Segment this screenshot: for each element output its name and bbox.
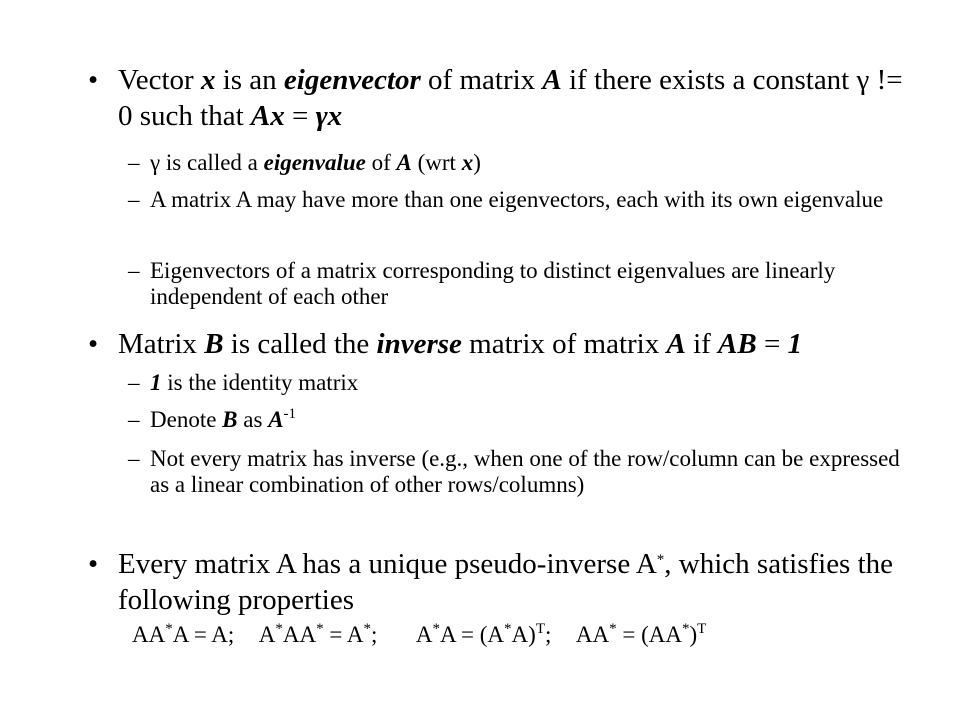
superscript-star: * (609, 621, 617, 637)
text-run: ) (473, 150, 481, 175)
sub-bullet-denote (128, 407, 918, 433)
text-run: as (237, 407, 269, 432)
bullet-text (118, 326, 918, 362)
expr-AB: AB (718, 328, 757, 360)
text-run: Denote (150, 407, 223, 432)
sub-bullet-text: Not every matrix has inverse (e.g., when one of the row/column can be expressed as a linear combination of other rows/columns) (150, 446, 900, 497)
sub-bullet-linear-independence (128, 258, 918, 310)
superscript-transpose: T (697, 621, 707, 637)
term-eigenvalue: eigenvalue (263, 150, 366, 175)
identity-one: 1 (150, 370, 162, 395)
superscript-star: * (504, 621, 512, 637)
term-eigenvector: eigenvector (283, 64, 421, 96)
var-x: x (200, 64, 216, 96)
text-run: = (284, 100, 316, 132)
expr-Ax: Ax (250, 100, 285, 132)
bullet-marker: • (88, 548, 99, 580)
sub-bullet-text (150, 150, 918, 176)
dash-marker: – (128, 258, 140, 283)
text-run: != 0 such that (118, 64, 903, 132)
text-run: A = (A (439, 622, 505, 647)
text-run: Matrix (118, 328, 205, 360)
text-run: Every matrix A has a unique pseudo-inverse A (118, 548, 657, 580)
bullet-marker: • (88, 328, 99, 360)
text-run: AA (575, 622, 610, 647)
property-3 (416, 622, 552, 647)
text-run: ) (689, 622, 698, 647)
var-A: A (268, 407, 284, 432)
text-run: if there exists a constant (561, 64, 857, 96)
text-run: AA (282, 622, 317, 647)
superscript-star: * (656, 552, 665, 568)
sub-bullet-text (150, 370, 918, 396)
symbol-gamma: γ (150, 150, 161, 175)
dash-marker: – (128, 370, 140, 395)
text-run: is the identity matrix (161, 370, 359, 395)
bullet-text (118, 546, 918, 618)
text-run: if (685, 328, 719, 360)
sub-bullet-no-inverse (128, 446, 918, 498)
superscript-inverse: -1 (283, 406, 297, 422)
pseudo-inverse-properties (132, 620, 706, 650)
text-run: of matrix (420, 64, 543, 96)
text-run: ; (544, 622, 552, 647)
superscript-transpose: T (535, 621, 545, 637)
var-A: A (396, 150, 412, 175)
superscript-star: * (275, 621, 283, 637)
text-run: is an (215, 64, 284, 96)
sub-bullet-text (150, 407, 918, 433)
text-run: ; (370, 622, 378, 647)
sub-bullet-text: Eigenvectors of a matrix corresponding to distinct eigenvalues are linearly independent of each other (150, 258, 836, 309)
dash-marker: – (128, 446, 140, 471)
property-1 (132, 622, 234, 647)
superscript-star: * (681, 621, 690, 637)
text-run: AA (132, 622, 166, 647)
sub-bullet-eigenvalue (128, 150, 918, 176)
text-run: A (415, 622, 433, 647)
sub-bullet-identity (128, 370, 918, 396)
text-run: A (258, 622, 276, 647)
text-run: = (756, 328, 788, 360)
superscript-star: * (432, 621, 440, 637)
var-A: A (542, 64, 562, 96)
bullet-text (118, 62, 918, 134)
text-run: = A (323, 622, 364, 647)
dash-marker: – (128, 407, 140, 432)
text-run: , which satisfies the following properties (118, 548, 894, 616)
dash-marker: – (128, 150, 140, 175)
var-B: B (204, 328, 224, 360)
text-run: A = A; (172, 622, 235, 647)
expr-gamma-x: γx (315, 100, 343, 132)
text-run: Vector (118, 64, 201, 96)
symbol-gamma: γ (856, 64, 870, 96)
sub-bullet-text: A matrix A may have more than one eigenvectors, each with its own eigenvalue (150, 187, 884, 212)
text-run: (wrt (411, 150, 462, 175)
bullet-inverse (88, 326, 918, 362)
identity-one: 1 (787, 328, 803, 360)
text-run: is called the (223, 328, 377, 360)
superscript-star: * (363, 621, 371, 637)
sub-bullet-multiple-eigenvectors (128, 187, 918, 213)
var-A: A (666, 328, 686, 360)
text-run: A) (511, 622, 536, 647)
property-4 (576, 622, 706, 647)
text-run: = (AA (616, 622, 682, 647)
term-inverse: inverse (376, 328, 462, 360)
property-2 (259, 622, 378, 647)
var-x: x (461, 150, 474, 175)
text-run: matrix of matrix (461, 328, 667, 360)
superscript-star: * (316, 621, 324, 637)
dash-marker: – (128, 187, 140, 212)
text-run: is called a (160, 150, 264, 175)
var-B: B (222, 407, 238, 432)
text-run: of (365, 150, 397, 175)
bullet-eigenvector (88, 62, 918, 134)
bullet-pseudo-inverse (88, 546, 918, 618)
bullet-marker: • (88, 64, 99, 96)
superscript-star: * (165, 621, 173, 637)
